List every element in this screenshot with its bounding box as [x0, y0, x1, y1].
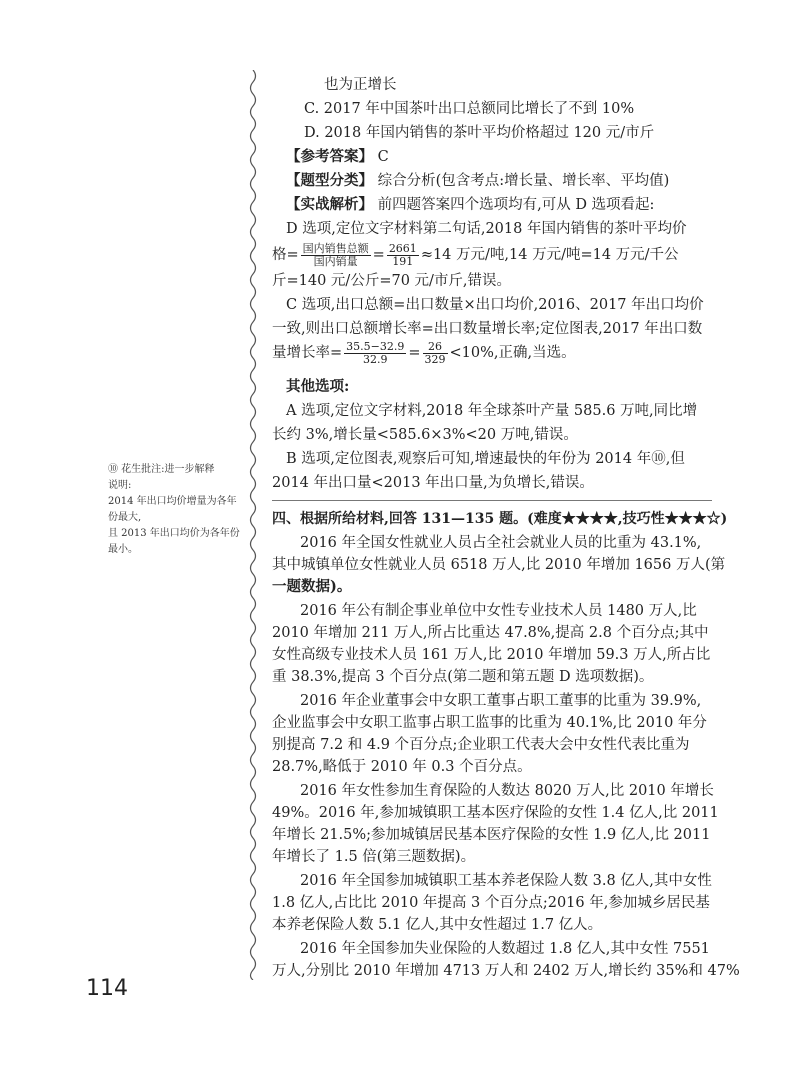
section-heading: 四、根据所给材料,回答 131—135 题。(难度★★★★,技巧性★★★☆)	[272, 511, 728, 527]
analysis-d-line2	[272, 240, 679, 270]
paragraph-line: 别提高 7.2 和 4.9 个百分点;企业职工代表大会中女性代表比重为	[272, 737, 690, 753]
margin-note-line: 2014 年出口均价增量为各年	[108, 496, 237, 507]
margin-note-line: 份最大,	[108, 512, 142, 523]
margin-note-line: ⑩ 花生批注:进一步解释	[108, 464, 215, 475]
fraction-denominator: 191	[392, 254, 414, 268]
paragraph-line: 2016 年女性参加生育保险的人数达 8020 万人,比 2010 年增长	[300, 783, 714, 799]
category-tag: 【题型分类】	[286, 172, 373, 189]
option-d: D. 2018 年国内销售的茶叶平均价格超过 120 元/市斤	[304, 125, 655, 141]
fraction	[387, 243, 419, 268]
analysis-b-line2: 2014 年出口量<2013 年出口量,为负增长,错误。	[272, 475, 594, 491]
text-fragment: ≈14 万元/吨,14 万元/吨=14 万元/千公	[420, 247, 679, 263]
fraction	[301, 243, 371, 268]
paragraph-line: 女性高级专业技术人员 161 万人,比 2010 年增加 59.3 万人,所占比	[272, 647, 711, 663]
paragraph-line: 一题数据)。	[272, 578, 352, 595]
analysis-a-line2: 长约 3%,增长量<585.6×3%<20 万吨,错误。	[272, 427, 578, 443]
category-value: 综合分析(包含考点:增长量、增长率、平均值)	[377, 173, 670, 189]
text-fragment: =	[408, 345, 421, 361]
fraction-numerator: 国内销售总额	[302, 241, 369, 255]
paragraph-line: 2016 年全国参加城镇职工基本养老保险人数 3.8 亿人,其中女性	[300, 873, 712, 889]
analysis-a-line1: A 选项,定位文字材料,2018 年全球茶叶产量 585.6 万吨,同比增	[286, 403, 698, 419]
section-divider	[272, 500, 712, 501]
paragraph-line: 万人,分别比 2010 年增加 4713 万人和 2402 万人,增长约 35%和 47%	[272, 963, 740, 979]
paragraph-line: 2016 年公有制企事业单位中女性专业技术人员 1480 万人,比	[300, 603, 697, 619]
analysis-intro: 前四题答案四个选项均有,可从 D 选项看起:	[377, 197, 655, 213]
paragraph-line: 重 38.3%,提高 3 个百分点(第二题和第五题 D 选项数据)。	[272, 669, 654, 685]
fraction-numerator: 2661	[388, 241, 417, 255]
paragraph-line: 1.8 亿人,占比比 2010 年提高 3 个百分点;2016 年,参加城乡居民基	[272, 895, 710, 911]
paragraph-line: 2016 年全国参加失业保险的人数超过 1.8 亿人,其中女性 7551	[300, 941, 710, 957]
text-fragment: =	[372, 247, 385, 263]
fraction-denominator: 32.9	[363, 352, 388, 366]
other-options-title: 其他选项:	[286, 378, 350, 395]
fraction	[344, 341, 406, 366]
fraction-denominator: 国内销量	[313, 254, 358, 268]
margin-note-line: 说明:	[108, 480, 132, 491]
paragraph-line: 本养老保险人数 5.1 亿人,其中女性超过 1.7 亿人。	[272, 917, 603, 933]
option-b-continuation: 也为正增长	[324, 77, 397, 93]
analysis-d-line1: D 选项,定位文字材料第二句话,2018 年国内销售的茶叶平均价	[286, 221, 687, 237]
paragraph-line: 年增长 21.5%;参加城镇居民基本医疗保险的女性 1.9 亿人,比 2011	[272, 827, 711, 843]
margin-divider-line	[246, 70, 260, 980]
text-fragment: <10%,正确,当选。	[449, 345, 576, 361]
paragraph-line: 其中城镇单位女性就业人员 6518 万人,比 2010 年增加 1656 万人(第	[272, 557, 726, 573]
category-row	[286, 170, 669, 192]
fraction-numerator: 26	[423, 341, 448, 354]
fraction-numerator: 35.5−32.9	[346, 339, 405, 353]
analysis-row	[286, 194, 654, 216]
paragraph-line: 年增长了 1.5 倍(第三题数据)。	[272, 849, 476, 865]
paragraph-line: 49%。2016 年,参加城镇职工基本医疗保险的女性 1.4 亿人,比 2011	[272, 805, 719, 821]
analysis-c-line1: C 选项,出口总额=出口数量×出口均价,2016、2017 年出口均价	[286, 297, 704, 313]
answer-value: C	[377, 149, 389, 165]
margin-note-line: 最小。	[108, 544, 138, 555]
paragraph-line: 2016 年企业董事会中女职工董事占职工董事的比重为 39.9%,	[300, 693, 702, 709]
paragraph-line: 2010 年增加 211 万人,所占比重达 47.8%,提高 2.8 个百分点;其中	[272, 625, 709, 641]
analysis-d-line3: 斤=140 元/公斤=70 元/市斤,错误。	[272, 273, 512, 289]
answer-tag: 【参考答案】	[286, 148, 373, 165]
option-c: C. 2017 年中国茶叶出口总额同比增长了不到 10%	[304, 101, 635, 117]
analysis-c-line3	[272, 338, 576, 368]
analysis-b-line1: B 选项,定位图表,观察后可知,增速最快的年份为 2014 年⑩,但	[286, 451, 685, 467]
page-number: 114	[86, 976, 128, 1001]
paragraph-line: 28.7%,略低于 2010 年 0.3 个百分点。	[272, 759, 532, 775]
analysis-c-line2: 一致,则出口总额增长率=出口数量增长率;定位图表,2017 年出口数	[272, 321, 703, 337]
text-fragment: 量增长率=	[272, 345, 343, 361]
margin-annotation	[108, 462, 240, 558]
paragraph-line: 2016 年全国女性就业人员占全社会就业人员的比重为 43.1%,	[300, 535, 702, 551]
answer-row	[286, 146, 389, 168]
text-fragment: 格=	[272, 247, 299, 263]
fraction-denominator: 329	[424, 352, 446, 366]
paragraph-line: 企业监事会中女职工监事占职工监事的比重为 40.1%,比 2010 年分	[272, 715, 707, 731]
margin-note-line: 且 2013 年出口均价为各年份	[108, 528, 240, 539]
analysis-tag: 【实战解析】	[286, 196, 373, 213]
fraction	[423, 341, 448, 366]
